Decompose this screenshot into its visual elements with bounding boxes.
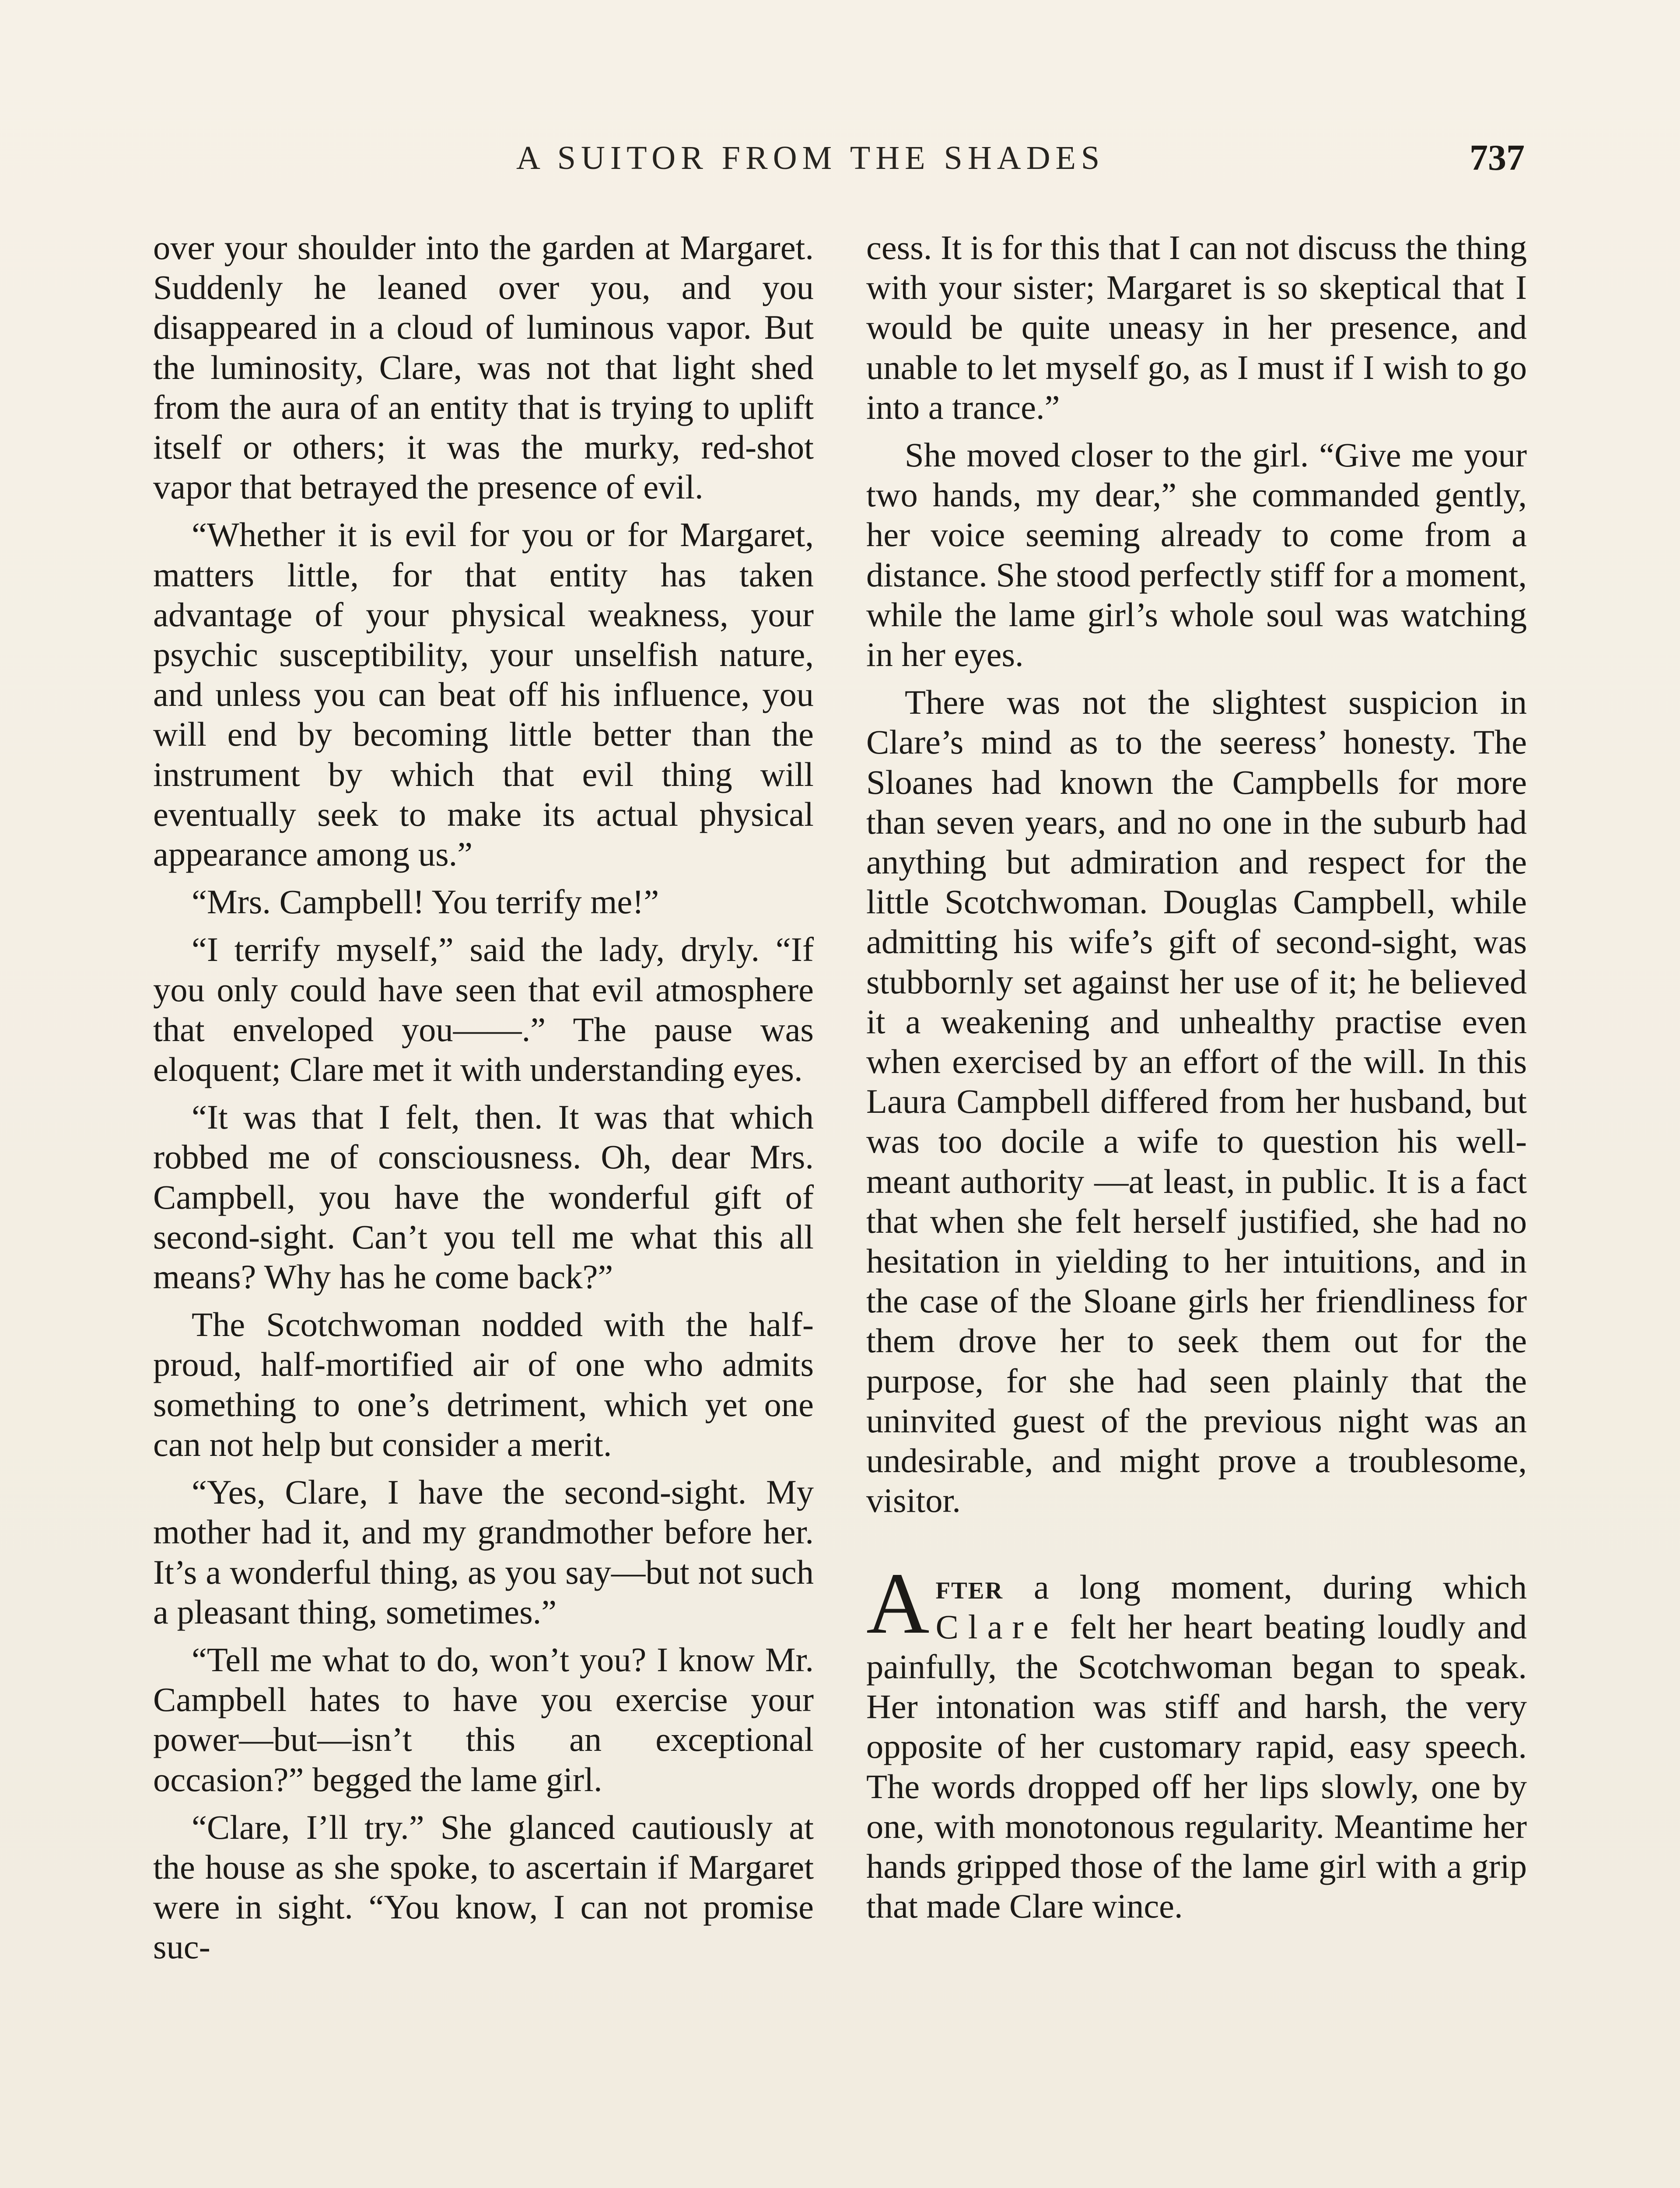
right-column	[866, 228, 1527, 1934]
paragraph: She moved closer to the girl. “Give me your two hands, my dear,” she commanded gently, her voice seeming already to come from a distance. She stood perfectly stiff for a moment, while the lame girl’s whole soul was watching in her eyes.	[866, 436, 1527, 674]
page-number: 737	[1470, 137, 1525, 178]
left-column	[153, 228, 814, 1975]
paragraph-text: felt her heart beating loudly and painfully, the Scotchwoman began to speak. Her intonation was stiff and harsh, the very opposite of her customary rapid, easy speech. The words dropped off her lips slowly, one by one, with monotonous regularity. Meantime her hands gripped those of the lame girl with a grip that made Clare wince.	[866, 1607, 1527, 1925]
drop-cap: A	[866, 1555, 930, 1652]
section-opening-paragraph	[866, 1555, 1527, 1926]
paragraph: over your shoulder into the garden at Margaret. Suddenly he leaned over you, and you disappeared in a cloud of luminous vapor. But the luminosity, Clare, was not that light shed from the aura of an entity that is trying to uplift itself or others; it was the murky, red-shot vapor that betrayed the presence of evil.	[153, 228, 814, 506]
paragraph: “It was that I felt, then. It was that which robbed me of consciousness. Oh, dear Mrs. Campbell, you have the wonderful gift of second-sight. Can’t you tell me what this all means? Why has he come back?”	[153, 1098, 814, 1296]
paragraph: “Whether it is evil for you or for Margaret, matters little, for that entity has taken advantage of your physical weakness, your psychic susceptibility, your unselfish nature, and unless you can beat off his influence, you will end by becoming little better than the instrument by which that evil thing will eventually seek to make its actual physical appearance among us.”	[153, 515, 814, 873]
paragraph: “Clare, I’ll try.” She glanced cautiously at the house as she spoke, to ascertain if Margaret were in sight. “You know, I can not promise suc-	[153, 1808, 814, 1966]
paragraph: “I terrify myself,” said the lady, dryly. “If you only could have seen that evil atmosphere that enveloped you——.” The pause was eloquent; Clare met it with understanding eyes.	[153, 930, 814, 1089]
small-caps-lead: fter	[935, 1567, 1004, 1606]
paragraph-text: a long moment, during which	[1003, 1567, 1527, 1606]
section-break	[866, 1529, 1527, 1567]
paragraph: “Mrs. Campbell! You terrify me!”	[192, 883, 659, 921]
paragraph: “Yes, Clare, I have the second-sight. My mother had it, and my grandmother before her. It’s a wonderful thing, as you say—but not such a pleasant thing, sometimes.”	[153, 1473, 814, 1631]
spaced-name: Clare	[935, 1607, 1058, 1646]
paragraph: “Tell me what to do, won’t you? I know Mr. Campbell hates to have you exercise your power—but—isn’t this an exceptional occasion?” begged the lame girl.	[153, 1640, 814, 1799]
paragraph: There was not the slightest suspicion in Clare’s mind as to the seeress’ honesty. The Sloanes had known the Campbells for more than seven years, and no one in the suburb had anything but admiration and respect for the little Scotchwoman. Douglas Campbell, while admitting his wife’s gift of second-sight, was stubbornly set against her use of it; he believed it a weakening and unhealthy practise even when exercised by an effort of the will. In this Laura Campbell differed from her husband, but was too docile a wife to question his well-meant authority —at least, in public. It is a fact that when she felt herself justified, she had no hesitation in yielding to her intuitions, and in the case of the Sloane girls her friendliness for them drove her to seek them out for the purpose, for she had seen plainly that the uninvited guest of the previous night was an undesirable, and might prove a troublesome, visitor.	[866, 683, 1527, 1520]
running-title: A SUITOR FROM THE SHADES	[516, 140, 1105, 176]
paragraph: cess. It is for this that I can not discuss the thing with your sister; Margaret is so skeptical that I would be quite uneasy in her presence, and unable to let myself go, as I must if I wish to go into a trance.”	[866, 228, 1527, 426]
paragraph: The Scotchwoman nodded with the half-proud, half-mortified air of one who admits something to one’s detriment, which yet one can not help but consider a merit.	[153, 1305, 814, 1463]
